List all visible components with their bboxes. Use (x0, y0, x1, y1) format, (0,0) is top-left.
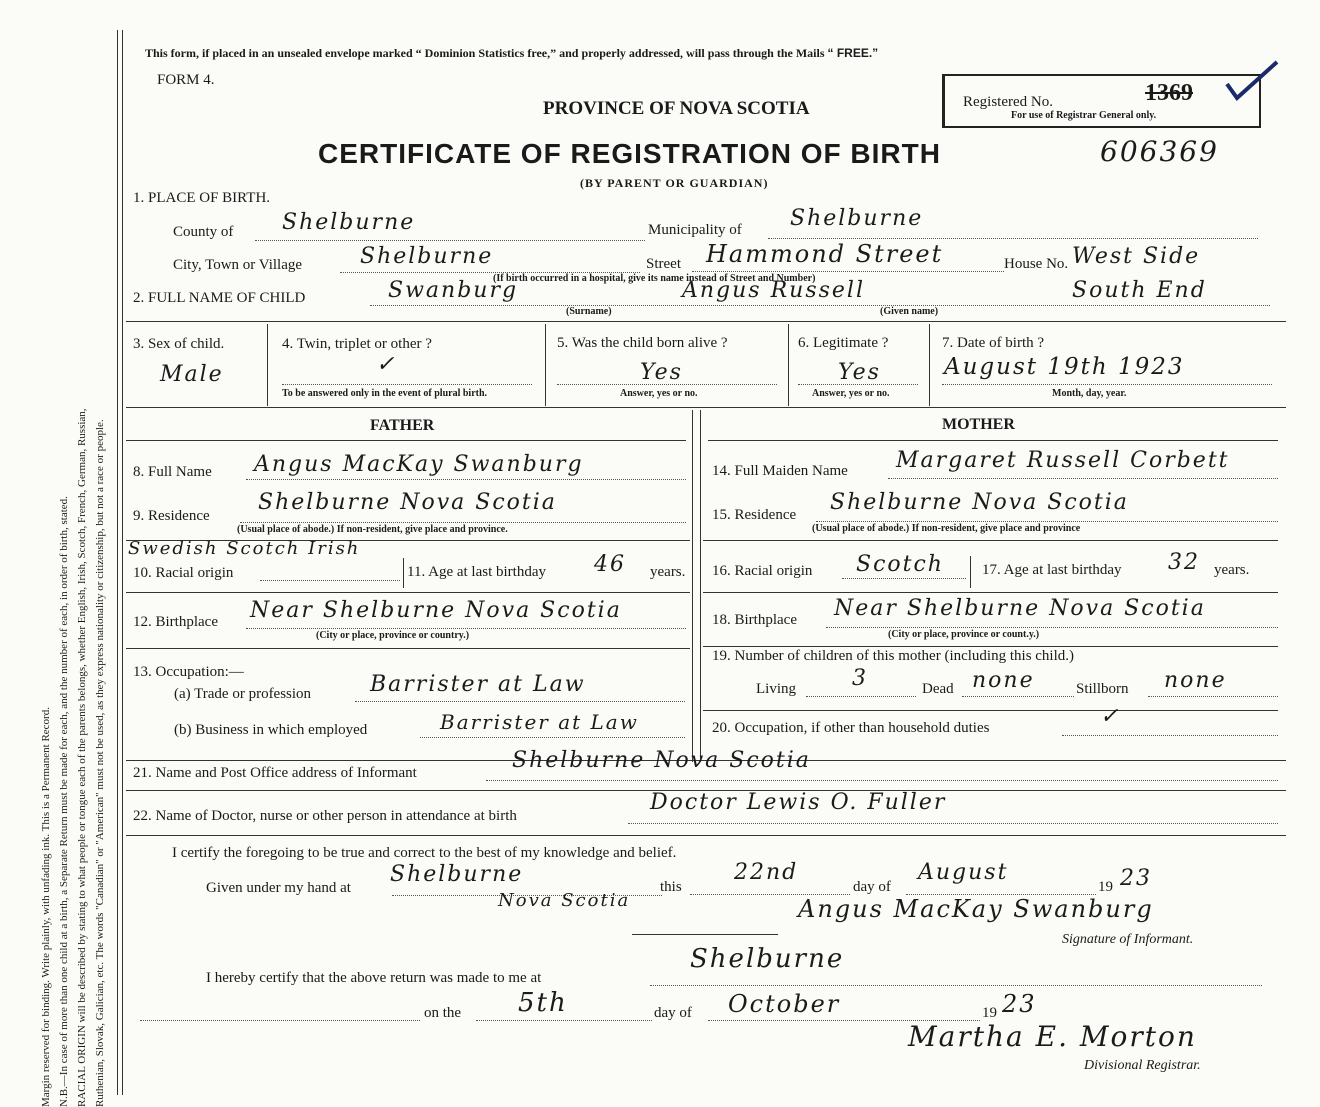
given-place: Shelburne (390, 862, 524, 887)
mother-racial-label: 16. Racial origin (712, 563, 813, 579)
registered-label: Registered No. (963, 94, 1053, 110)
informant-sig-caption: Signature of Informant. (1062, 932, 1194, 947)
father-birthplace-note: (City or place, province or country.) (316, 630, 470, 641)
this-label: this (660, 879, 682, 895)
doctor-value: Doctor Lewis O. Fuller (650, 790, 947, 815)
mother-birthplace-note: (City or place, province or count.y.) (888, 629, 1040, 640)
mother-heading: MOTHER (942, 416, 1015, 433)
certificate-number: 606369 (1100, 135, 1219, 168)
registrar-month: October (728, 990, 841, 1018)
father-residence-note: (Usual place of abode.) If non-resident, give place and province. (237, 524, 508, 535)
child-name-label: 2. FULL NAME OF CHILD (133, 290, 306, 306)
legit-label: 6. Legitimate ? (798, 335, 889, 351)
father-age-label: 11. Age at last birthday (407, 564, 546, 580)
given-note: (Given name) (880, 306, 939, 317)
given-year-prefix: 19 (1098, 879, 1113, 895)
house-value-2: South End (1072, 278, 1207, 303)
child-surname: Swanburg (388, 278, 519, 303)
mother-occupation-value: ✓ (1100, 704, 1121, 729)
occupation-label: 13. Occupation:— (133, 664, 244, 680)
alive-note: Answer, yes or no. (620, 388, 698, 399)
registered-box (942, 74, 1261, 128)
trade-value: Barrister at Law (370, 672, 586, 697)
given-under-label: Given under my hand at (206, 880, 351, 896)
registrar-year: 23 (1002, 990, 1037, 1018)
given-year: 23 (1120, 866, 1152, 891)
living-value: 3 (852, 666, 868, 691)
informant-value: Shelburne Nova Scotia (512, 748, 811, 773)
trade-label: (a) Trade or profession (174, 686, 312, 702)
mother-birthplace-value: Near Shelburne Nova Scotia (834, 596, 1206, 621)
certificate-subtitle: (BY PARENT OR GUARDIAN) (580, 176, 769, 190)
father-name-value: Angus MacKay Swanburg (254, 452, 584, 477)
registrar-place: Shelburne (690, 944, 845, 974)
on-the-label: on the (424, 1005, 462, 1021)
registrar-signature: Martha E. Morton (908, 1020, 1197, 1053)
twin-label: 4. Twin, triplet or other ? (282, 336, 432, 352)
father-racial-extra: Swedish Scotch Irish (128, 538, 361, 559)
mother-age-value: 32 (1168, 550, 1200, 575)
doctor-label: 22. Name of Doctor, nurse or other person in attendance at birth (133, 808, 517, 824)
given-day-of-label: day of (853, 879, 891, 895)
dead-label: Dead (922, 681, 954, 697)
legit-value: Yes (838, 360, 881, 385)
municipality-label: Municipality of (648, 222, 742, 238)
binding-line-inner (122, 30, 123, 1095)
twin-value: ✓ (376, 352, 397, 377)
father-residence-value: Shelburne Nova Scotia (258, 490, 557, 515)
surname-note: (Surname) (566, 306, 612, 317)
mother-name-value: Margaret Russell Corbett (896, 448, 1230, 473)
living-label: Living (756, 681, 796, 697)
registrar-note: For use of Registrar General only. (1011, 110, 1157, 121)
given-place-2: Nova Scotia (498, 890, 631, 911)
business-label: (b) Business in which employed (174, 722, 368, 738)
stillborn-value: none (1164, 668, 1227, 693)
mother-occupation-label: 20. Occupation, if other than household duties (712, 720, 990, 736)
legit-note: Answer, yes or no. (812, 388, 890, 399)
house-label: House No. (1004, 256, 1069, 272)
dob-value: August 19th 1923 (944, 354, 1185, 380)
father-heading: FATHER (370, 417, 435, 434)
given-month: August (918, 860, 1009, 885)
informant-signature: Angus MacKay Swanburg (798, 895, 1154, 923)
mother-name-label: 14. Full Maiden Name (712, 463, 848, 479)
form-number: FORM 4. (157, 72, 215, 88)
father-name-label: 8. Full Name (133, 464, 212, 480)
certify-statement: I certify the foregoing to be true and correct to the best of my knowledge and belief. (172, 845, 677, 861)
father-birthplace-label: 12. Birthplace (133, 614, 218, 630)
informant-label: 21. Name and Post Office address of Informant (133, 765, 417, 781)
mother-residence-note: (Usual place of abode.) If non-resident, give place and province (812, 523, 1081, 534)
house-value: West Side (1072, 244, 1201, 269)
margin-note-3: RACIAL ORIGIN will be described by stating to what people or tongue each of the parents belongs, whether English, Irish, Scotch, French, German, Russian, (76, 408, 88, 1107)
registrar-caption: Divisional Registrar. (1084, 1058, 1201, 1073)
registrar-year-prefix: 19 (982, 1005, 997, 1021)
father-birthplace-value: Near Shelburne Nova Scotia (250, 598, 622, 623)
registrar-statement: I hereby certify that the above return was made to me at (206, 970, 542, 986)
place-heading: 1. PLACE OF BIRTH. (133, 190, 271, 206)
registered-number: 1369 (1145, 80, 1193, 106)
hospital-note: (If birth occurred in a hospital, give its name instead of Street and Number) (493, 273, 816, 284)
city-value: Shelburne (360, 244, 494, 269)
dob-label: 7. Date of birth ? (942, 335, 1045, 351)
father-age-value: 46 (594, 552, 626, 577)
mother-birthplace-label: 18. Birthplace (712, 612, 797, 628)
street-value: Hammond Street (706, 240, 944, 268)
registrar-day-of-label: day of (654, 1005, 692, 1021)
check-mark-icon (1223, 58, 1283, 102)
father-residence-label: 9. Residence (133, 508, 210, 524)
margin-note-1: Margin reserved for binding. Write plainly, with unfading ink. This is a Permanent Record. (40, 707, 52, 1107)
binding-line (117, 30, 118, 1095)
city-label: City, Town or Village (173, 257, 303, 273)
stillborn-label: Stillborn (1076, 681, 1129, 697)
registrar-day: 5th (518, 988, 568, 1018)
child-given-name: Angus Russell (682, 278, 865, 303)
province-heading: PROVINCE OF NOVA SCOTIA (543, 98, 810, 119)
mother-racial-value: Scotch (856, 552, 944, 577)
mother-residence-label: 15. Residence (712, 507, 797, 523)
county-label: County of (173, 224, 234, 240)
alive-value: Yes (640, 360, 683, 385)
dob-note: Month, day, year. (1052, 388, 1127, 399)
business-value: Barrister at Law (440, 710, 639, 734)
margin-note-2: N.B.—In case of more than one child at a birth, a Separate Return must be made for each, and the number of each, in order of birth, stated. (58, 496, 70, 1107)
alive-label: 5. Was the child born alive ? (557, 335, 728, 351)
street-label: Street (646, 256, 681, 272)
mother-age-label: 17. Age at last birthday (982, 562, 1122, 578)
certificate-title: CERTIFICATE OF REGISTRATION OF BIRTH (318, 138, 941, 169)
children-label: 19. Number of children of this mother (including this child.) (712, 648, 1075, 664)
sex-value: Male (160, 362, 224, 387)
county-value: Shelburne (282, 210, 416, 235)
father-racial-label: 10. Racial origin (133, 565, 234, 581)
sex-label: 3. Sex of child. (133, 336, 225, 352)
municipality-value: Shelburne (790, 206, 924, 231)
mother-years: years. (1214, 562, 1250, 578)
twin-note: To be answered only in the event of plural birth. (282, 388, 488, 399)
margin-note-4: Ruthenian, Slovak, Galician, etc. The words "Canadian" or "American" must not be used, as they express nationality or citizenship, but not a race or people. (94, 419, 106, 1107)
mother-residence-value: Shelburne Nova Scotia (830, 490, 1129, 515)
given-day: 22nd (734, 860, 799, 885)
mail-notice: This form, if placed in an unsealed envelope marked “ Dominion Statistics free,” and properly addressed, will pass through the Mails “ FREE.” (145, 46, 879, 60)
father-years: years. (650, 564, 686, 580)
dead-value: none (972, 668, 1035, 693)
